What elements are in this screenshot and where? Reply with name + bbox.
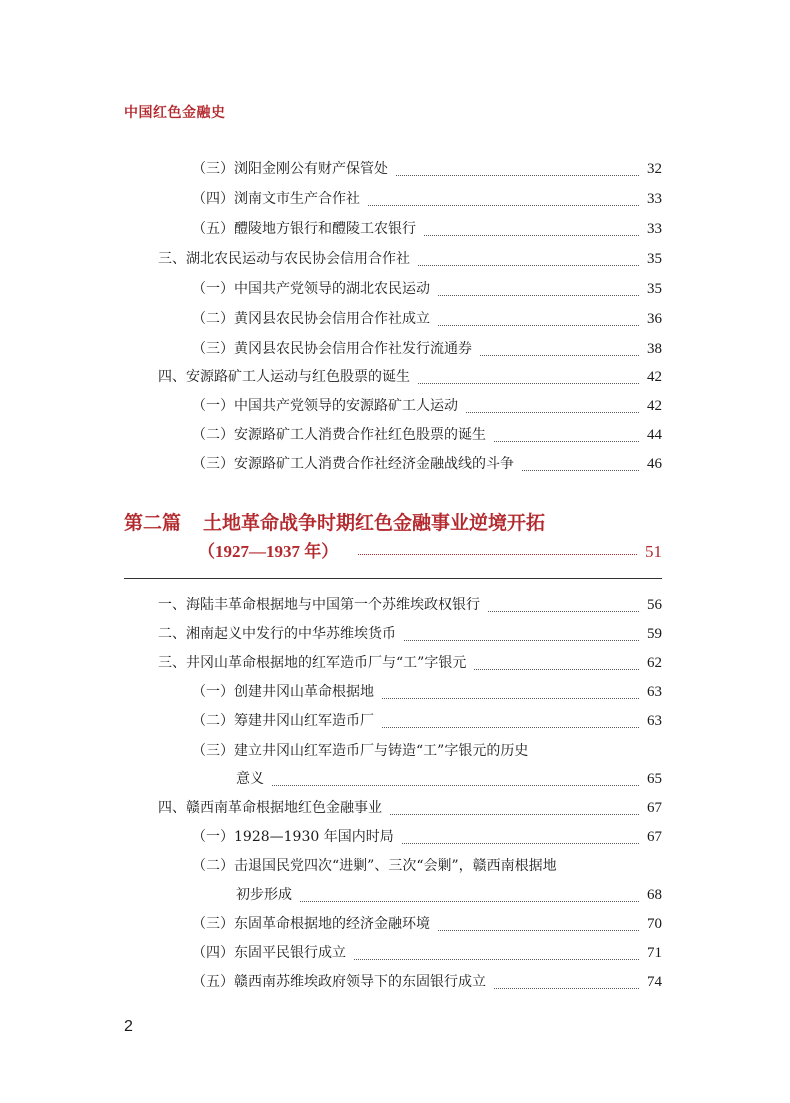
toc-entry-label: 二、湘南起义中发行的中华苏维埃货币 — [158, 626, 396, 642]
leader-dots — [354, 959, 639, 960]
toc-page-number: 44 — [647, 427, 662, 443]
toc-entry[interactable] — [0, 826, 662, 854]
leader-dots — [418, 265, 639, 266]
toc-page-number: 74 — [647, 974, 662, 990]
divider — [124, 578, 662, 579]
toc-entry-label: （二）黄冈县农民协会信用合作社成立 — [192, 311, 430, 327]
toc-entry-label: （一）中国共产党领导的湖北农民运动 — [192, 281, 430, 297]
toc-page-number: 35 — [647, 281, 662, 297]
toc-entry-label: 四、赣西南革命根据地红色金融事业 — [158, 800, 382, 816]
toc-entry-label: （一）1928—1930 年国内时局 — [192, 829, 394, 845]
toc-entry-label: （三）安源路矿工人消费合作社经济金融战线的斗争 — [192, 456, 514, 472]
toc-page-number: 33 — [647, 221, 662, 237]
leader-dots — [272, 785, 639, 786]
toc-page-number: 38 — [647, 341, 662, 357]
toc-page-number: 62 — [647, 655, 662, 671]
toc-entry[interactable] — [0, 158, 662, 186]
leader-dots — [480, 355, 639, 356]
leader-dots — [438, 930, 639, 931]
toc-entry-continuation[interactable] — [0, 768, 662, 796]
toc-entry-label: 意义 — [236, 771, 264, 787]
toc-entry-label: 三、井冈山革命根据地的红军造币厂与“工”字银元 — [158, 655, 467, 671]
toc-entry-label: （三）黄冈县农民协会信用合作社发行流通券 — [192, 341, 472, 357]
running-header: 中国红色金融史 — [124, 105, 226, 121]
toc-entry[interactable] — [0, 218, 662, 246]
toc-entry-label: 一、海陆丰革命根据地与中国第一个苏维埃政权银行 — [158, 597, 480, 613]
toc-entry[interactable] — [0, 278, 662, 306]
toc-entry-label-wrapped[interactable]: （二）击退国民党四次“进剿”、三次“会剿”，赣西南根据地 — [192, 858, 557, 874]
toc-entry[interactable] — [0, 248, 662, 276]
leader-dots — [494, 441, 639, 442]
part-years-line[interactable] — [198, 537, 662, 565]
toc-page-number: 67 — [647, 829, 662, 845]
leader-dots — [522, 470, 639, 471]
part-title: 土地革命战争时期红色金融事业逆境开拓 — [203, 512, 546, 534]
leader-dots — [390, 814, 639, 815]
toc-page-number: 63 — [647, 684, 662, 700]
toc-entry[interactable] — [0, 338, 662, 366]
toc-entry-label: 初步形成 — [236, 887, 292, 903]
toc-page-number: 65 — [647, 771, 662, 787]
toc-entry[interactable] — [0, 681, 662, 709]
leader-dots — [474, 669, 639, 670]
toc-page-number: 35 — [647, 251, 662, 267]
toc-page-number: 59 — [647, 626, 662, 642]
page-number: 2 — [124, 1018, 133, 1035]
toc-entry[interactable] — [0, 797, 662, 825]
leader-dots — [396, 175, 639, 176]
toc-entry-label: （三）东固革命根据地的经济金融环境 — [192, 916, 430, 932]
toc-entry[interactable] — [0, 395, 662, 423]
toc-page-number: 70 — [647, 916, 662, 932]
toc-page-number: 36 — [647, 311, 662, 327]
toc-entry[interactable] — [0, 366, 662, 394]
leader-dots — [382, 698, 639, 699]
part-years: （1927—1937 年） — [198, 542, 339, 561]
part-number: 第二篇 — [124, 512, 182, 534]
toc-entry-label: （五）赣西南苏维埃政府领导下的东固银行成立 — [192, 974, 486, 990]
toc-page-number: 32 — [647, 161, 662, 177]
toc-page-number: 42 — [647, 398, 662, 414]
toc-entry-continuation[interactable] — [0, 884, 662, 912]
toc-entry-label: （三）浏阳金刚公有财产保管处 — [192, 161, 388, 177]
toc-entry-label: 四、安源路矿工人运动与红色股票的诞生 — [158, 369, 410, 385]
leader-dots — [488, 611, 639, 612]
leader-dots — [368, 205, 639, 206]
leader-dots — [424, 235, 639, 236]
toc-entry[interactable] — [0, 188, 662, 216]
toc-entry-label: （一）中国共产党领导的安源路矿工人运动 — [192, 398, 458, 414]
toc-page-number: 42 — [647, 369, 662, 385]
toc-entry-label: （一）创建井冈山革命根据地 — [192, 684, 374, 700]
toc-entry-label: （二）安源路矿工人消费合作社红色股票的诞生 — [192, 427, 486, 443]
leader-dots — [466, 412, 639, 413]
toc-entry[interactable] — [0, 913, 662, 941]
toc-entry[interactable] — [0, 453, 662, 481]
toc-entry[interactable] — [0, 424, 662, 452]
toc-page-number: 63 — [647, 713, 662, 729]
leader-dots — [300, 901, 639, 902]
toc-entry[interactable] — [0, 971, 662, 999]
leader-dots — [358, 554, 637, 555]
toc-entry-label-wrapped[interactable]: （三）建立井冈山红军造币厂与铸造“工”字银元的历史 — [192, 743, 529, 759]
leader-dots — [494, 988, 639, 989]
toc-entry-label: （四）东固平民银行成立 — [192, 945, 346, 961]
toc-page-number: 68 — [647, 887, 662, 903]
toc-entry[interactable] — [0, 308, 662, 336]
toc-entry-label: （四）浏南文市生产合作社 — [192, 191, 360, 207]
leader-dots — [438, 325, 639, 326]
toc-page-number: 56 — [647, 597, 662, 613]
toc-entry-label: 三、湖北农民运动与农民协会信用合作社 — [158, 251, 410, 267]
toc-entry-label: （二）筹建井冈山红军造币厂 — [192, 713, 374, 729]
toc-entry[interactable] — [0, 710, 662, 738]
part-heading[interactable] — [124, 508, 545, 535]
toc-entry[interactable] — [0, 942, 662, 970]
toc-entry[interactable] — [0, 652, 662, 680]
toc-page-number: 67 — [647, 800, 662, 816]
leader-dots — [438, 295, 639, 296]
leader-dots — [382, 727, 639, 728]
leader-dots — [404, 640, 639, 641]
leader-dots — [402, 843, 639, 844]
toc-entry[interactable] — [0, 623, 662, 651]
toc-page-number: 33 — [647, 191, 662, 207]
toc-page-number: 71 — [647, 945, 662, 961]
toc-page-number: 51 — [645, 542, 662, 561]
toc-entry[interactable] — [0, 594, 662, 622]
leader-dots — [418, 383, 639, 384]
toc-page-number: 46 — [647, 456, 662, 472]
toc-entry-label: （五）醴陵地方银行和醴陵工农银行 — [192, 221, 416, 237]
